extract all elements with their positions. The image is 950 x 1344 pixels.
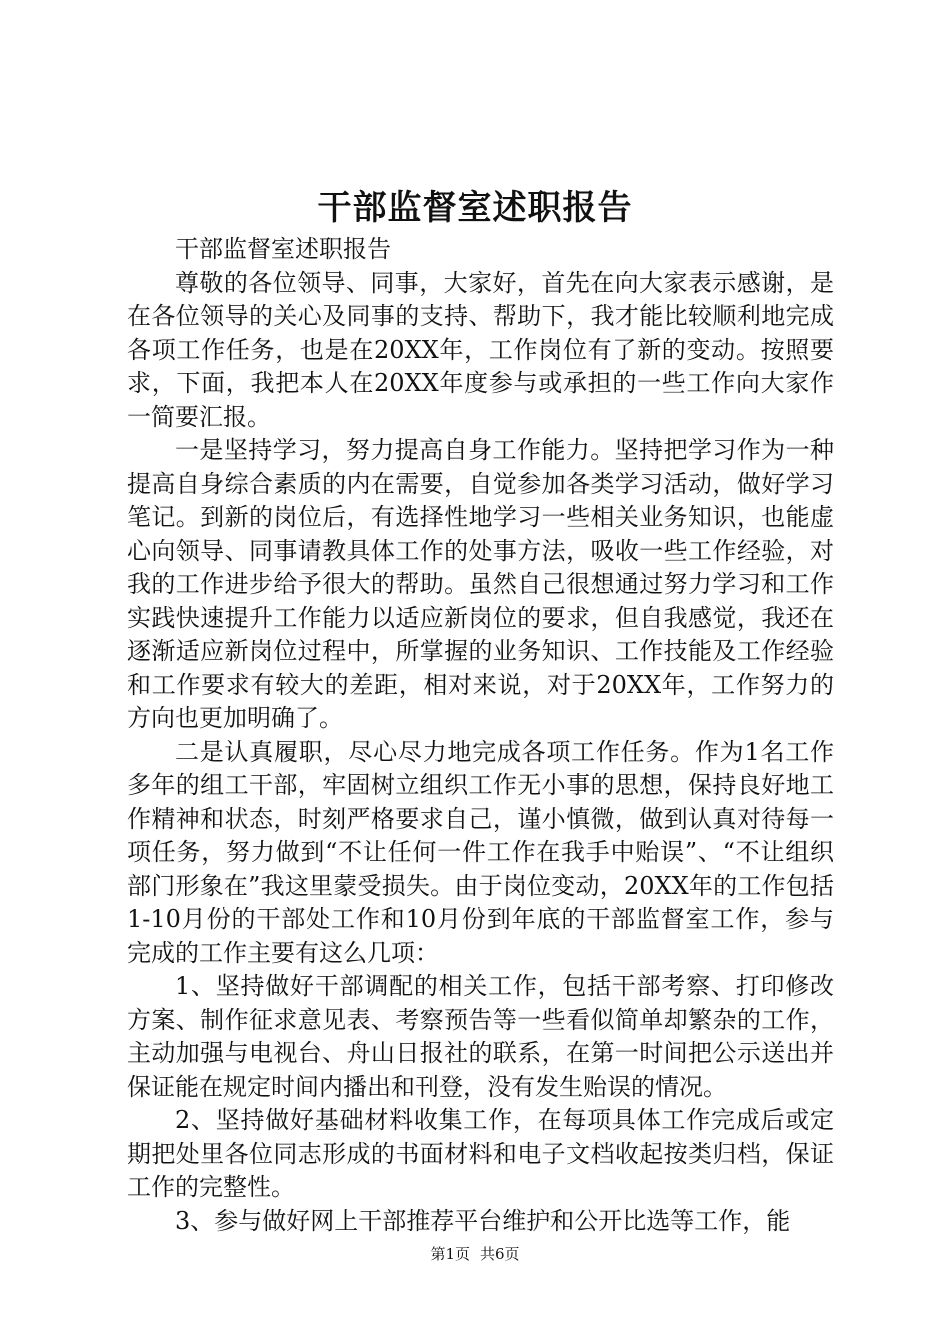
paragraph-item-1: 1、坚持做好干部调配的相关工作，包括干部考察、打印修改方案、制作征求意见表、考察预告等一些看似简单却繁杂的工作，主动加强与电视台、舟山日报社的联系，在第一时间把公示送出并保证能在规定时间内播出和刊登，没有发生贻误的情况。 [127, 972, 834, 1101]
paragraph-greeting: 尊敬的各位领导、同事，大家好，首先在向大家表示感谢，是在各位领导的关心及同事的支持、帮助下，我才能比较顺利地完成各项工作任务，也是在20XX年，工作岗位有了新的变动。按照要求，下面，我把本人在20XX年度参与或承担的一些工作向大家作一简要汇报。 [127, 268, 834, 431]
paragraph-item-3: 3、参与做好网上干部推荐平台维护和公开比选等工作，能 [175, 1206, 791, 1235]
document-title: 干部监督室述职报告 [317, 188, 633, 228]
paragraph-item-2: 2、坚持做好基础材料收集工作，在每项具体工作完成后或定期把处里各位同志形成的书面材料和电子文档收起按类归档，保证工作的完整性。 [127, 1106, 834, 1201]
paragraph-study: 一是坚持学习，努力提高自身工作能力。坚持把学习作为一种提高自身综合素质的内在需要，自觉参加各类学习活动，做好学习笔记。到新的岗位后，有选择性地学习一些相关业务知识，也能虚心向领导、同事请教具体工作的处事方法，吸收一些工作经验，对我的工作进步给予很大的帮助。虽然自己很想通过努力学习和工作实践快速提升工作能力以适应新岗位的要求，但自我感觉，我还在逐渐适应新岗位过程中，所掌握的业务知识、工作技能及工作经验和工作要求有较大的差距，相对来说，对于20XX年，工作努力的方向也更加明确了。 [127, 436, 834, 732]
paragraph-heading: 干部监督室述职报告 [175, 235, 391, 263]
document-body [127, 233, 834, 1238]
page-footer [0, 1244, 950, 1264]
page-total: 共6页 [480, 1245, 520, 1263]
page-number: 第1页 [430, 1245, 470, 1263]
paragraph-duties: 二是认真履职，尽心尽力地完成各项工作任务。作为1名工作多年的组工干部，牢固树立组织工作无小事的思想，保持良好地工作精神和状态，时刻严格要求自己，谨小慎微，做到认真对待每一项任务，努力做到“不让任何一件工作在我手中贻误”、“不让组织部门形象在”我这里蒙受损失。由于岗位变动，20XX年的工作包括1-10月份的干部处工作和10月份到年底的干部监督室工作，参与完成的工作主要有这么几项： [127, 737, 834, 967]
